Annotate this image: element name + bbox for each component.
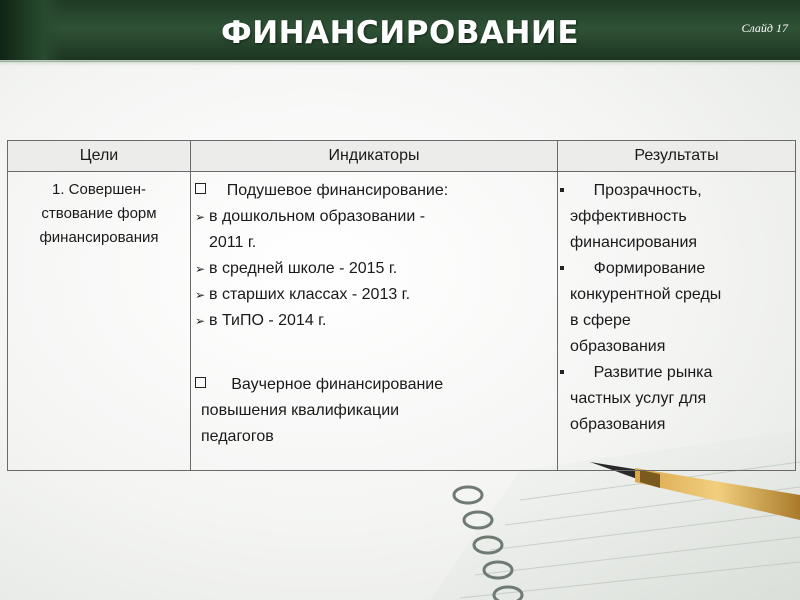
checkbox-bullet-icon — [195, 377, 206, 388]
list-item — [195, 256, 553, 282]
list-item — [560, 256, 793, 282]
indicator-text: в старших классах - 2013 г. — [209, 286, 411, 303]
checkbox-bullet-icon — [195, 183, 206, 194]
list-item — [560, 334, 793, 360]
slide-number: Слайд 17 — [741, 21, 788, 35]
header-results: Результаты — [558, 141, 796, 172]
result-text: частных услуг для — [570, 390, 707, 407]
list-item — [560, 360, 793, 386]
list-item — [560, 412, 793, 438]
square-bullet-icon — [560, 370, 564, 374]
list-item — [195, 424, 553, 450]
list-item — [560, 230, 793, 256]
goal-cell — [8, 172, 191, 471]
list-item — [195, 282, 553, 308]
goal-line: ствование форм — [41, 205, 157, 222]
indicator-text: в ТиПО - 2014 г. — [209, 312, 327, 329]
financing-table — [7, 140, 796, 471]
result-text: Развитие рынка — [593, 364, 713, 381]
list-item — [560, 308, 793, 334]
list-item — [195, 308, 553, 334]
arrow-bullet-icon: ➢ — [195, 288, 206, 302]
list-item — [195, 398, 553, 424]
indicator-text: повышения квалификации — [201, 402, 400, 419]
goal-line: 1. Совершен- — [52, 181, 146, 198]
list-item — [195, 204, 553, 230]
slide-title: ФИНАНСИРОВАНИЕ — [220, 15, 580, 51]
indicator-text: в средней школе - 2015 г. — [209, 260, 398, 277]
title-bar-shine — [0, 60, 800, 66]
list-item — [195, 178, 553, 204]
indicator-text: Подушевое финансирование: — [226, 182, 449, 199]
table-row — [8, 172, 796, 471]
indicator-text: Ваучерное финансирование — [231, 376, 444, 393]
square-bullet-icon — [560, 188, 564, 192]
title-bar — [0, 0, 800, 62]
result-text: образования — [570, 416, 666, 433]
list-item — [195, 230, 553, 256]
arrow-bullet-icon: ➢ — [195, 210, 206, 224]
header-goals: Цели — [8, 141, 191, 172]
result-text: образования — [570, 338, 666, 355]
goal-line: финансирования — [39, 229, 159, 246]
result-text: Формирование — [593, 260, 706, 277]
result-text: Прозрачность, — [593, 182, 702, 199]
square-bullet-icon — [560, 266, 564, 270]
arrow-bullet-icon: ➢ — [195, 262, 206, 276]
result-text: конкурентной среды — [570, 286, 722, 303]
header-indicators: Индикаторы — [191, 141, 558, 172]
table-header-row — [8, 141, 796, 172]
list-item — [560, 386, 793, 412]
result-text: эффективность — [570, 208, 687, 225]
result-text: в сфере — [570, 312, 631, 329]
results-cell — [558, 172, 796, 471]
list-item — [560, 282, 793, 308]
indicator-text: 2011 г. — [209, 234, 257, 251]
indicator-text: в дошкольном образовании - — [209, 208, 426, 225]
indicator-text: педагогов — [201, 428, 274, 445]
list-item — [560, 204, 793, 230]
list-item — [195, 372, 553, 398]
list-item — [560, 178, 793, 204]
indicators-cell — [191, 172, 558, 471]
result-text: финансирования — [570, 234, 698, 251]
arrow-bullet-icon: ➢ — [195, 314, 206, 328]
